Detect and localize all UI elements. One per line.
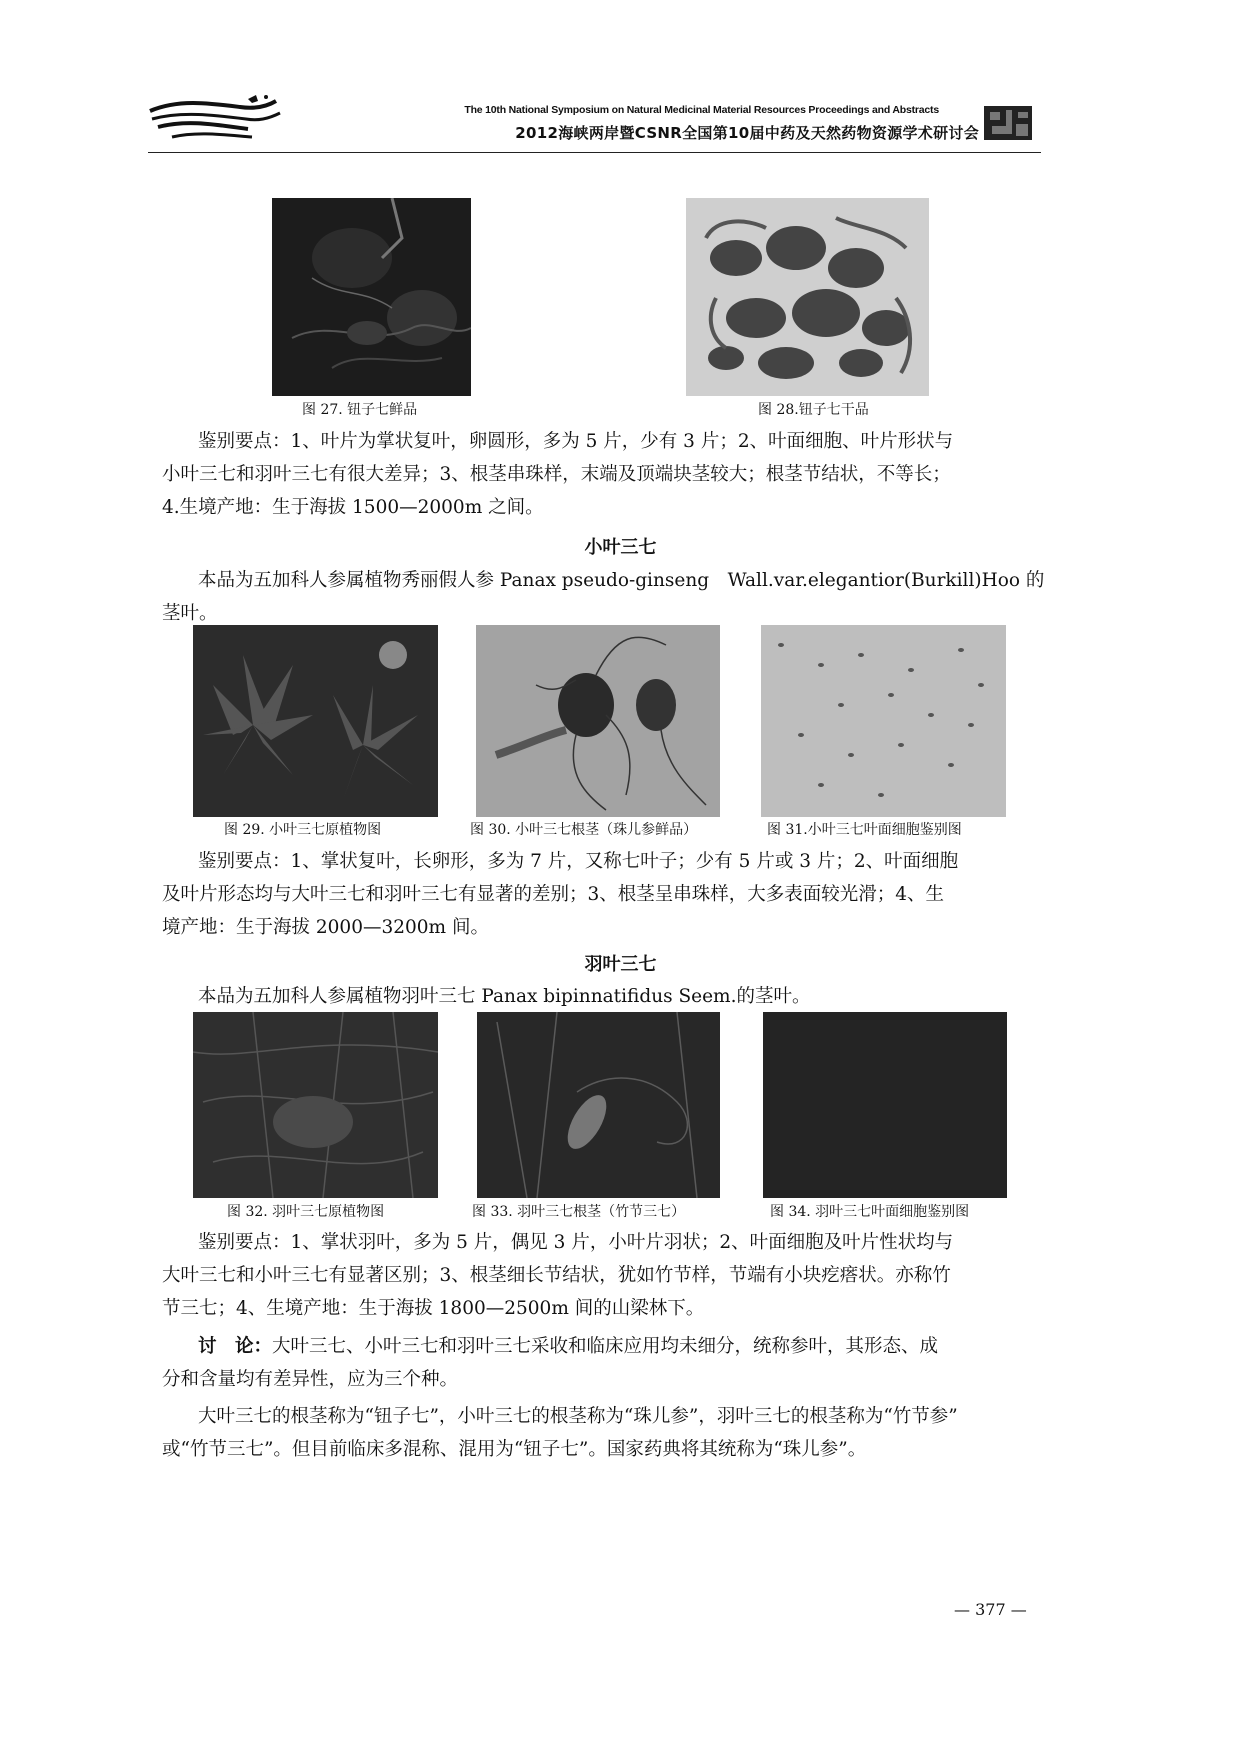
- paragraph-line: 境产地：生于海拔 2000—3200m 间。: [162, 917, 489, 938]
- paragraph-yuye-description: [162, 980, 1057, 1013]
- paragraph-line: 及叶片形态均与大叶三七和羽叶三七有显著的差别；3、根茎呈串珠样，大多表面较光滑；4、生: [162, 884, 945, 905]
- paragraph-line: 分和含量均有差异性，应为三个种。: [162, 1369, 459, 1390]
- discussion-label: 讨 论：: [198, 1336, 273, 1357]
- header-symposium-english: The 10th National Symposium on Natural Medicinal Material Resources Proceedings and Abstracts: [464, 104, 939, 116]
- paragraph-identification-2: [162, 845, 1057, 944]
- symposium-logo: [148, 93, 288, 145]
- paragraph-line: 小叶三七和羽叶三七有很大差异；3、根茎串珠样，末端及顶端块茎较大；根茎节结状，不等长；: [162, 464, 951, 485]
- paragraph-line: 大叶三七、小叶三七和羽叶三七采收和临床应用均未细分，统称参叶，其形态、成: [272, 1336, 939, 1357]
- section-heading-xiaoye-sanqi: 小叶三七: [584, 537, 657, 558]
- figure-28-photo: [686, 198, 929, 396]
- paragraph-line: 茎叶。: [162, 603, 218, 624]
- figure-32-photo: [193, 1012, 438, 1198]
- paragraph-line: 本品为五加科人参属植物秀丽假人参 Panax pseudo-ginseng Wall.var.elegantior(Burkill)Hoo 的: [198, 570, 1045, 591]
- figure-31-photo: [761, 625, 1006, 817]
- figure-30-caption: 图 30. 小叶三七根茎（珠儿参鲜品）: [470, 822, 698, 838]
- section-heading-yuye-sanqi: 羽叶三七: [584, 954, 657, 975]
- figure-33-caption: 图 33. 羽叶三七根茎（竹节三七）: [472, 1204, 686, 1220]
- header-rule: [148, 152, 1041, 153]
- page-number: — 377 —: [954, 1600, 1027, 1619]
- paragraph-line: 鉴别要点：1、掌状羽叶，多为 5 片，偶见 3 片，小叶片羽状；2、叶面细胞及叶片性状均与: [198, 1232, 954, 1253]
- paragraph-line: 鉴别要点：1、掌状复叶，长卵形，多为 7 片，又称七叶子；少有 5 片或 3 片；2、叶面细胞: [198, 851, 959, 872]
- figure-32-caption: 图 32. 羽叶三七原植物图: [227, 1204, 385, 1220]
- paragraph-identification-3: [162, 1226, 1057, 1325]
- figure-29-caption: 图 29. 小叶三七原植物图: [224, 822, 382, 838]
- figure-34-caption: 图 34. 羽叶三七叶面细胞鉴别图: [770, 1204, 970, 1220]
- paragraph-line: 鉴别要点：1、叶片为掌状复叶，卵圆形，多为 5 片，少有 3 片；2、叶面细胞、叶片形状与: [198, 431, 954, 452]
- figure-29-photo: [193, 625, 438, 817]
- paragraph-line: 大叶三七和小叶三七有显著区别；3、根茎细长节结状，犹如竹节样，节端有小块疙瘩状。亦称竹: [162, 1265, 951, 1286]
- paragraph-discussion: [162, 1330, 1057, 1396]
- figure-31-caption: 图 31.小叶三七叶面细胞鉴别图: [767, 822, 962, 838]
- figure-33-photo: [477, 1012, 720, 1198]
- paragraph-line: 或“竹节三七”。但目前临床多混称、混用为“钮子七”。国家药典将其统称为“珠儿参”。: [162, 1439, 867, 1460]
- paragraph-xiaoye-description: [162, 564, 1057, 630]
- paragraph-line: 节三七；4、生境产地：生于海拔 1800—2500m 间的山梁林下。: [162, 1298, 705, 1319]
- paragraph-identification-1: [162, 425, 1057, 524]
- figure-27-photo: [272, 198, 471, 396]
- figure-34-photo: [763, 1012, 1007, 1198]
- paragraph-line: 大叶三七的根茎称为“钮子七”，小叶三七的根茎称为“珠儿参”，羽叶三七的根茎称为“竹节参”: [198, 1406, 958, 1427]
- paragraph-conclusion: [162, 1400, 1057, 1466]
- paragraph-line: 4.生境产地：生于海拔 1500—2000m 之间。: [162, 497, 544, 518]
- header-symposium-chinese: 2012海峡两岸暨CSNR全国第10届中药及天然药物资源学术研讨会: [515, 124, 979, 142]
- paragraph-line: 本品为五加科人参属植物羽叶三七 Panax bipinnatifidus Seem.的茎叶。: [198, 986, 811, 1007]
- decorative-seal-icon: [982, 102, 1034, 142]
- figure-27-caption: 图 27. 钮子七鲜品: [302, 402, 418, 418]
- figure-30-photo: [476, 625, 720, 817]
- figure-28-caption: 图 28.钮子七干品: [758, 402, 869, 418]
